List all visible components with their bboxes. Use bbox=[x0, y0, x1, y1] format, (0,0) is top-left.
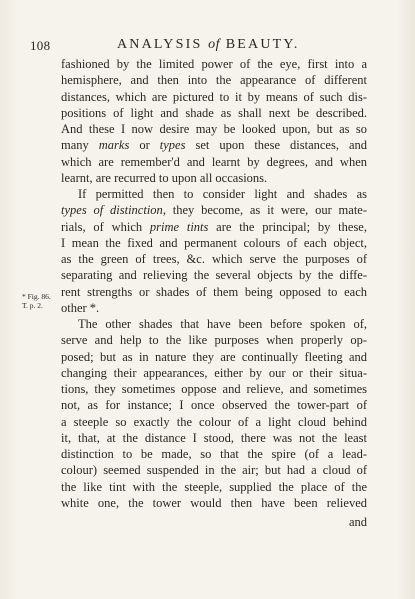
text-line: hemisphere, and then into the appearance of different bbox=[61, 73, 367, 88]
text-line: If permitted then to consider light and shades as bbox=[78, 187, 367, 201]
text-line: distances, which are pictured to it by means of such dis- bbox=[61, 89, 367, 104]
text-line: rent strengths or shades of them being opposed to each bbox=[61, 284, 367, 299]
text-line: as the green of trees, &c. which serve the purposes of bbox=[61, 252, 367, 266]
italic-term: prime tints bbox=[149, 219, 209, 234]
margin-note-line-2: T. p. 2. bbox=[22, 301, 43, 310]
italic-term: types bbox=[159, 138, 186, 153]
margin-note-line-1: * Fig. 86. bbox=[22, 292, 51, 301]
text-line: distinction to be made, so that the spire (of a lead- bbox=[61, 447, 367, 461]
catchword: and bbox=[348, 515, 367, 529]
text-line: And these I now desire may be looked upon, but as so bbox=[61, 122, 367, 136]
text-line: changing their appearances, either by our or their situa- bbox=[61, 365, 367, 380]
text-run: , they become, as it were, our mate- bbox=[162, 203, 368, 218]
body-text bbox=[61, 56, 367, 530]
text-line: which are remember'd and learnt by degrees, and when bbox=[61, 154, 367, 169]
text-line: fashioned by the limited power of the eye, first into a bbox=[61, 57, 367, 71]
text-line: learnt, are recurred to upon all occasions. bbox=[61, 170, 268, 185]
text-run: many bbox=[61, 138, 99, 153]
text-line: white one, the tower would then have been relieved bbox=[61, 495, 367, 510]
text-line: the like tint with the steeple, supplied the place of the bbox=[61, 479, 367, 494]
running-head bbox=[117, 37, 300, 53]
text-line: I mean the fixed and permanent colours of each object, bbox=[61, 235, 367, 250]
text-run: are the principal; by these, bbox=[208, 219, 367, 234]
text-line: tions, they sometimes oppose and relieve, and sometimes bbox=[61, 382, 367, 396]
italic-term: types of distinction bbox=[61, 203, 163, 218]
running-head-part1: ANALYSIS bbox=[117, 37, 209, 52]
text-run: or bbox=[129, 138, 160, 153]
text-line bbox=[61, 202, 367, 218]
text-line: colour) seemed suspended in the air; but had a cloud of bbox=[61, 463, 367, 478]
running-head-part2: BEAUTY. bbox=[220, 37, 300, 52]
text-line: a steeple so exactly the colour of a light cloud behind bbox=[61, 414, 367, 429]
text-run: set upon these distances, and bbox=[185, 138, 368, 153]
italic-term: marks bbox=[98, 138, 130, 153]
text-line: it, that, at the distance I stood, there was not the least bbox=[61, 430, 367, 445]
text-run: rials, of which bbox=[61, 219, 150, 234]
text-line: The other shades that have been before spoken of, bbox=[78, 317, 367, 331]
text-line: not, as for instance; I once observed the tower-part of bbox=[61, 398, 367, 413]
text-line: serve and help to the like purposes when properly op- bbox=[61, 333, 367, 348]
text-line bbox=[61, 219, 367, 235]
text-line: separating and relieving the several objects by the diffe- bbox=[61, 268, 367, 283]
text-line bbox=[61, 137, 367, 153]
page-number: 108 bbox=[30, 38, 51, 53]
text-line: other *. bbox=[61, 300, 100, 315]
text-line: positions of light and shade as shall next be described. bbox=[61, 105, 367, 120]
margin-note bbox=[22, 292, 60, 310]
running-head-of: of bbox=[208, 37, 221, 52]
text-line: posed; but as in nature they are continually fleeting and bbox=[61, 349, 367, 364]
